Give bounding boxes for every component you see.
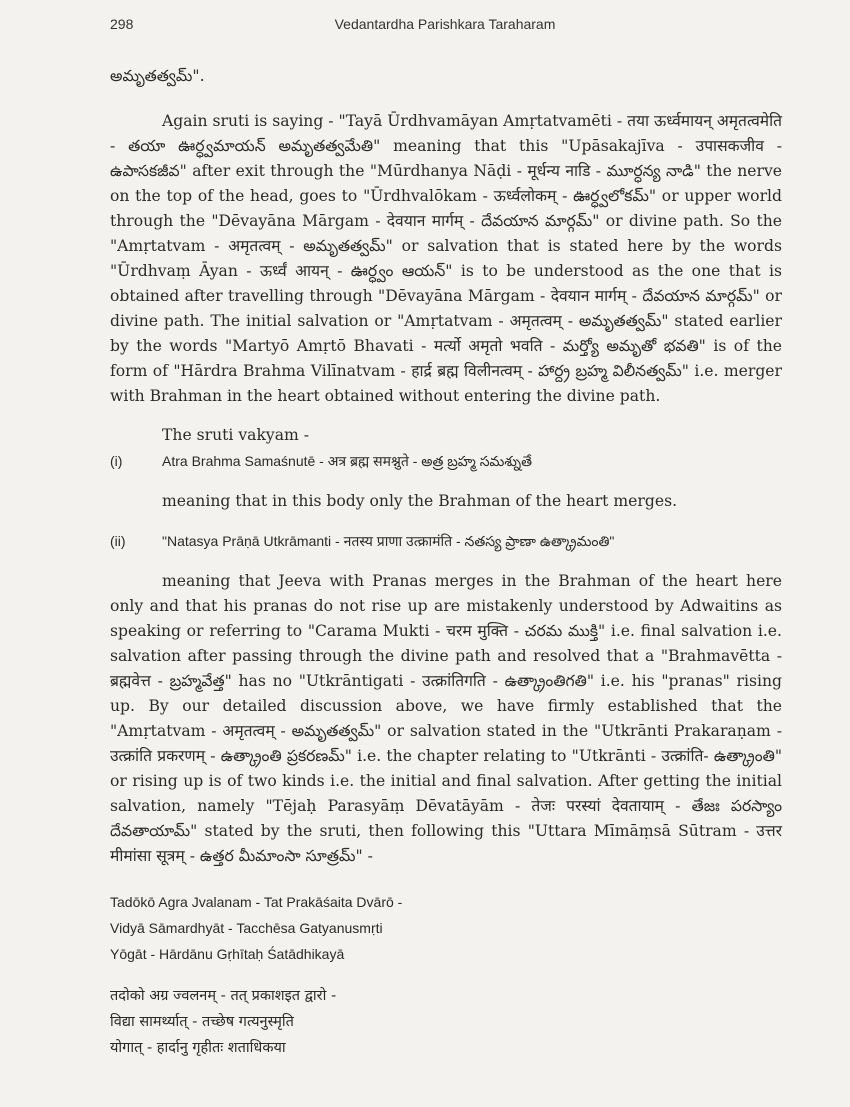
verse-line: Vidyā Sāmardhyāt - Tacchēsa Gatyanusmṛti	[110, 920, 383, 936]
paragraph-sruti-saying: Again sruti is saying - "Tayā Ūrdhvamāyan Amṛtatvamēti - तया ऊर्ध्वमायन् अमृतत्वमेति - తయా ఊర్ధ్వమాయన్ అమృతత్వమేతి" meaning that this "Upāsakajīva - उपासकजीव - ఉపాసకజీవ" after exit through the "Mūrdhanya Nāḍi - मूर्धन्य नाडि - మూర్ధన్య నాడి" the nerve on the top of the head, goes to "Ūrdhvalōkam - ऊर्ध्वलोकम् - ఊర్ధ్వలోకమ్" or upper world through the "Dēvayāna Mārgam - देवयान मार्गम् - దేవయాన మార్గమ్" or divine path. So the "Amṛtatvam - अमृतत्वम् - అమృతత్వమ్" or salvation that is stated here by the words "Ūrdhvaṃ Āyan - ऊर्ध्वं आयन् - ఊర్ధ్వం ఆయన్" is to be understood as the one that is obtained after travelling through "Dēvayāna Mārgam - देवयान मार्गम् - దేవయాన మార్గమ్" or divine path. The initial salvation or "Amṛtatvam - अमृतत्वम् - అమృతత్వమ్" stated earlier by the words "Martyō Amṛtō Bhavati - मर्त्यो अमृतो भवति - మర్త్యో అమృతో భవతి" is of the form of "Hārdra Brahma Vilīnatvam - हार्द्र ब्रह्म विलीनत्वम् - హార్ద్ర బ్రహ్మ విలీనత్వమ్" i.e. merger with Brahman in the heart obtained without entering the divine path.	[110, 112, 782, 405]
item-text: Atra Brahma Samaśnutē - अत्र ब्रह्म समश्नुते - అత్ర బ్రహ్మ సమశ్నుతే	[162, 453, 532, 469]
verse-line: Tadōkō Agra Jvalanam - Tat Prakāśaita Dvārō -	[110, 894, 403, 910]
paragraph-meaning-body: meaning that in this body only the Brahman of the heart merges.	[162, 492, 678, 510]
item-number: (i)	[110, 453, 123, 469]
paragraph-jeeva-pranas: meaning that Jeeva with Pranas merges in the Brahman of the heart here only and that his pranas do not rise up are mistakenly understood by Adwaitins as speaking or referring to "Carama Mukti - चरम मुक्ति - చరమ ముక్తి" i.e. final salvation i.e. salvation after passing through the divine path and resolved that a "Brahmavētta - ब्रह्मवेत्त - బ్రహ్మవేత్త" has no "Utkrāntigati - उत्क्रांतिगति - ఉత్క్రాంతిగతి" i.e. his "pranas" rising up. By our detailed discussion above, we have firmly established that the "Amṛtatvam - अमृतत्वम् - అమృతత్వమ్" or salvation stated in the "Utkrānti Prakaraṇam - उत्क्रांति प्रकरणम् - ఉత్క్రాంతి ప్రకరణమ్" i.e. the chapter relating to "Utkrānti - उत्क्रांति- ఉత్క్రాంతి" or rising up is of two kinds i.e. the initial and final salvation. After getting the initial salvation, namely "Tējaḥ Parasyāṃ Dēvatāyām - तेजः परस्यां देवतायाम् - తేజః పరస్యాం దేవతాయామ్" stated by the sruti, then following this "Uttara Mīmāṃsā Sūtram - उत्तर मीमांसा सूत्रम् - ఉత్తర మీమాంసా సూత్రమ్" -	[110, 572, 782, 865]
item-number: (ii)	[110, 533, 126, 549]
item-text: "Natasya Prāṇā Utkrāmanti - नतस्य प्राणा उत्क्रामंति - నతస్య ప్రాణా ఉత్క్రామంతి"	[162, 533, 615, 549]
verse-line: विद्या सामर्थ्यात् - तच्छेष गत्यनुस्मृति	[110, 1014, 294, 1030]
page-body	[110, 64, 782, 1061]
verse-devanagari	[110, 983, 782, 1061]
paragraph-continuation: అమృతత్వమ్".	[110, 67, 205, 85]
verse-line: Yōgāt - Hārdānu Gṛhītaḥ Śatādhikayā	[110, 946, 345, 962]
verse-line: तदोको अग्र ज्वलनम् - तत् प्रकाशइत द्वारो -	[110, 988, 337, 1004]
sruti-vakyam-lead: The sruti vakyam -	[162, 426, 310, 444]
running-title: Vedantardha Parishkara Taraharam	[334, 16, 556, 32]
list-item	[110, 447, 782, 475]
verse-roman	[110, 889, 782, 967]
page-header	[110, 16, 780, 38]
list-item	[110, 527, 782, 555]
page-number: 298	[110, 16, 134, 32]
verse-line: योगात् - हार्दानु गृहीतः शताधिकया	[110, 1040, 286, 1056]
